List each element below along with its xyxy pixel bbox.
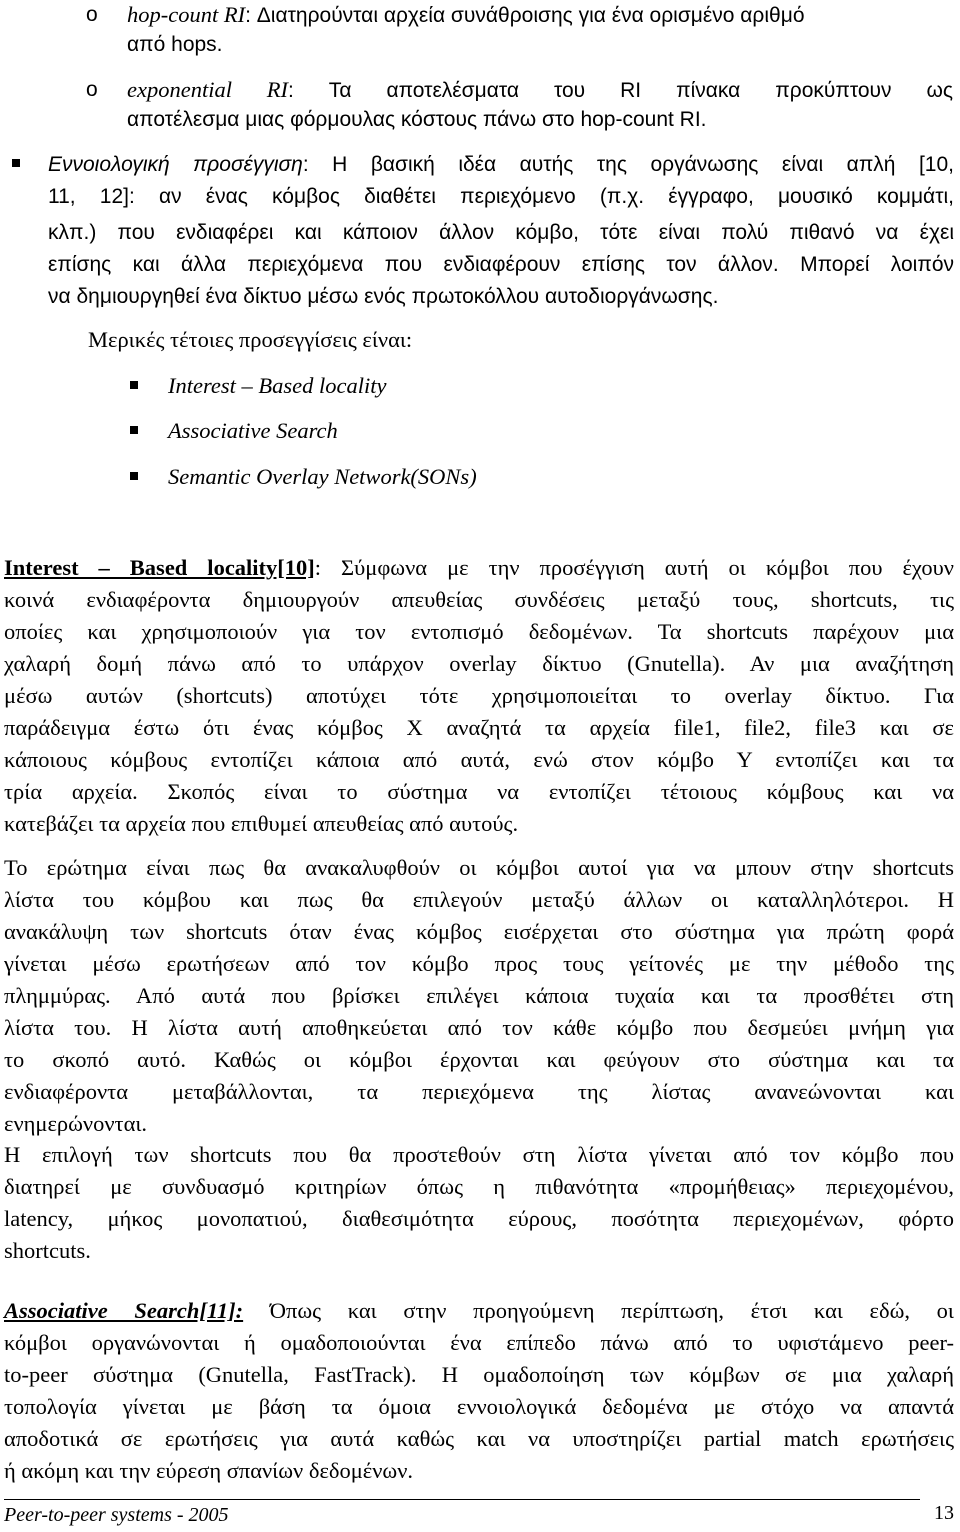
interest-line1	[4, 553, 954, 583]
square-bullet-icon	[130, 472, 138, 480]
question-line6	[4, 1013, 954, 1043]
term-hopcount: hop-count RI	[127, 2, 246, 27]
page-number: 13	[934, 1502, 954, 1524]
text: κλπ.) που ενδιαφέρει και κάποιον άλλον κόμβο, τότε είναι πολύ πιθανό να έχει	[48, 221, 954, 244]
text: Όπως και στην προηγούμενη περίπτωση, έτσι και εδώ, οι	[243, 1298, 954, 1323]
question-line3	[4, 917, 954, 947]
interest-line3	[4, 617, 954, 647]
interest-line7	[4, 745, 954, 775]
associative-line6: ή ακόμη και την εύρεση σπανίων δεδομένων.	[4, 1458, 414, 1483]
approach-item: Associative Search	[168, 418, 338, 443]
associative-line5	[4, 1424, 954, 1454]
text: κόμβοι οργανώνονται ή ομαδοποιούνται ένα επίπεδο πάνω από το υφιστάμενο peer-	[4, 1330, 954, 1355]
text: ανακάλυψη των shortcuts όταν ένας κόμβος εισέρχεται στο σύστημα για πρώτη φορά	[4, 919, 954, 944]
question-line5	[4, 981, 954, 1011]
question-line7	[4, 1045, 954, 1075]
text: τοπολογία γίνεται με βάση τα όμοια εννοιολογικά δεδομένα με στόχο να απαντά	[4, 1394, 954, 1419]
text: αποδοτικά σε ερωτήσεις για αυτά καθώς και να υποστηρίζει partial match ερωτήσεις	[4, 1426, 954, 1451]
text: κοινά ενδιαφέροντα δημιουργούν απευθείας συνδέσεις μεταξύ τους, shortcuts, τις	[4, 587, 954, 612]
question-line9: ενημερώνονται.	[4, 1111, 148, 1136]
associative-line2	[4, 1328, 954, 1358]
text: λίστα του. Η λίστα αυτή αποθηκεύεται από τον κάθε κόμβο που δεσμεύει μνήμη για	[4, 1015, 954, 1040]
text: χαλαρή δομή πάνω από το υπάρχον overlay δίκτυο (Gnutella). Αν μια αναζήτηση	[4, 651, 954, 676]
question-line11	[4, 1172, 954, 1202]
text: λίστα του κόμβου και πως θα επιλεγούν μεταξύ άλλων οι καταλληλότεροι. Η	[4, 887, 954, 912]
interest-line2	[4, 585, 954, 615]
sub-bullet-exponential-line2: αποτέλεσμα μιας φόρμουλας κόστους πάνω στο hop-count RI.	[127, 108, 707, 131]
question-line12	[4, 1204, 954, 1234]
text: latency, μήκος μονοπατιού, διαθεσιμότητα εύρους, ποσότητα περιεχομένων, φόρτο	[4, 1206, 954, 1231]
term-exponential: exponential RI	[127, 77, 288, 102]
sub-bullet-exponential-line1	[127, 75, 953, 106]
sub-bullet-marker: o	[86, 3, 98, 26]
approaches-intro: Μερικές τέτοιες προσεγγίσεις είναι:	[88, 327, 413, 352]
question-line1	[4, 853, 954, 883]
approach-item: Semantic Overlay Network(SONs)	[168, 464, 477, 489]
text: : Διατηρούνται αρχεία συνάθροισης για ένα ορισμένο αριθμό	[245, 4, 805, 27]
sub-bullet-hopcount-line2: από hops.	[127, 33, 223, 56]
interest-line6	[4, 713, 954, 743]
associative-line1	[4, 1296, 954, 1326]
semantic-line5: να δημιουργηθεί ένα δίκτυο μέσω ενός πρωτοκόλλου αυτοδιοργάνωσης.	[48, 285, 719, 308]
footer-rule	[4, 1499, 920, 1500]
footer-title: Peer-to-peer systems - 2005	[4, 1504, 229, 1526]
question-line13: shortcuts.	[4, 1238, 91, 1263]
text: τρία αρχεία. Σκοπός είναι το σύστημα να εντοπίζει τέτοιους κόμβους και να	[4, 779, 954, 804]
approach-item: Interest – Based locality	[168, 373, 387, 398]
interest-heading: Interest – Based locality[10]	[4, 555, 315, 580]
question-line8	[4, 1077, 954, 1107]
interest-line9: κατεβάζει τα αρχεία που επιθυμεί απευθείας από αυτούς.	[4, 811, 519, 836]
text: 11, 12]: αν ένας κόμβος διαθέτει περιεχόμενο (π.χ. έγγραφο, μουσικό κομμάτι,	[48, 185, 954, 208]
interest-line5	[4, 681, 954, 711]
associative-heading: Associative Search[11]:	[4, 1298, 244, 1323]
text: οποίες και χρησιμοποιούν για τον εντοπισμό δεδομένων. Τα shortcuts παρέχουν μια	[4, 619, 954, 644]
text: : Η βασική ιδέα αυτής της οργάνωσης είναι απλή [10,	[302, 153, 954, 176]
semantic-line2	[48, 182, 954, 212]
text: διατηρεί με συνδυασμό κριτηρίων όπως η πιθανότητα «προμήθειας» περιεχομένου,	[4, 1174, 954, 1199]
semantic-line4	[48, 250, 954, 280]
associative-line4	[4, 1392, 954, 1422]
associative-line3	[4, 1360, 954, 1390]
text: ενδιαφέροντα μεταβάλλονται, τα περιεχόμενα της λίστας ανανεώνονται και	[4, 1079, 954, 1104]
text: κάποιους κόμβους εντοπίζει κάποια από αυτά, ενώ στον κόμβο Υ εντοπίζει και τα	[4, 747, 954, 772]
text: : Σύμφωνα με την προσέγγιση αυτή οι κόμβοι που έχουν	[314, 555, 954, 580]
sub-bullet-hopcount-line1	[127, 0, 805, 31]
square-bullet-icon	[12, 159, 20, 167]
text: μέσω αυτών (shortcuts) αποτύχει τότε χρησιμοποιείται το overlay δίκτυο. Για	[4, 683, 954, 708]
text: παράδειγμα έστω ότι ένας κόμβος Χ αναζητά τα αρχεία file1, file2, file3 και σε	[4, 715, 954, 740]
text: πλημμύρας. Από αυτά που βρίσκει επιλέγει κάποια τυχαία και τα προσθέτει στη	[4, 983, 954, 1008]
interest-line4	[4, 649, 954, 679]
text: Η επιλογή των shortcuts που θα προστεθούν στη λίστα γίνεται από τον κόμβο που	[4, 1142, 954, 1167]
square-bullet-icon	[130, 426, 138, 434]
text: to-peer σύστημα (Gnutella, FastTrack). Η ομαδοποίηση των κόμβων σε μια χαλαρή	[4, 1362, 954, 1387]
term-semantic: Εννοιολογική προσέγγιση	[48, 153, 303, 176]
text: : Τα αποτελέσματα του RI πίνακα προκύπτουν ως	[287, 79, 954, 102]
square-bullet-icon	[130, 381, 138, 389]
interest-line8	[4, 777, 954, 807]
semantic-line3	[48, 218, 954, 248]
text: Το ερώτημα είναι πως θα ανακαλυφθούν οι κόμβοι αυτοί για να μπουν στην shortcuts	[4, 855, 954, 880]
sub-bullet-marker: o	[86, 78, 98, 101]
question-line10	[4, 1140, 954, 1170]
question-line2	[4, 885, 954, 915]
text: το σκοπό αυτό. Καθώς οι κόμβοι έρχονται και φεύγουν στο σύστημα και τα	[4, 1047, 954, 1072]
question-line4	[4, 949, 954, 979]
text: επίσης και άλλα περιεχόμενα που ενδιαφέρουν επίσης τον άλλον. Μπορεί λοιπόν	[48, 253, 954, 276]
text: γίνεται μέσω ερωτήσεων από τον κόμβο προς τους γείτονές με την μέθοδο της	[4, 951, 954, 976]
semantic-line1	[48, 150, 954, 180]
